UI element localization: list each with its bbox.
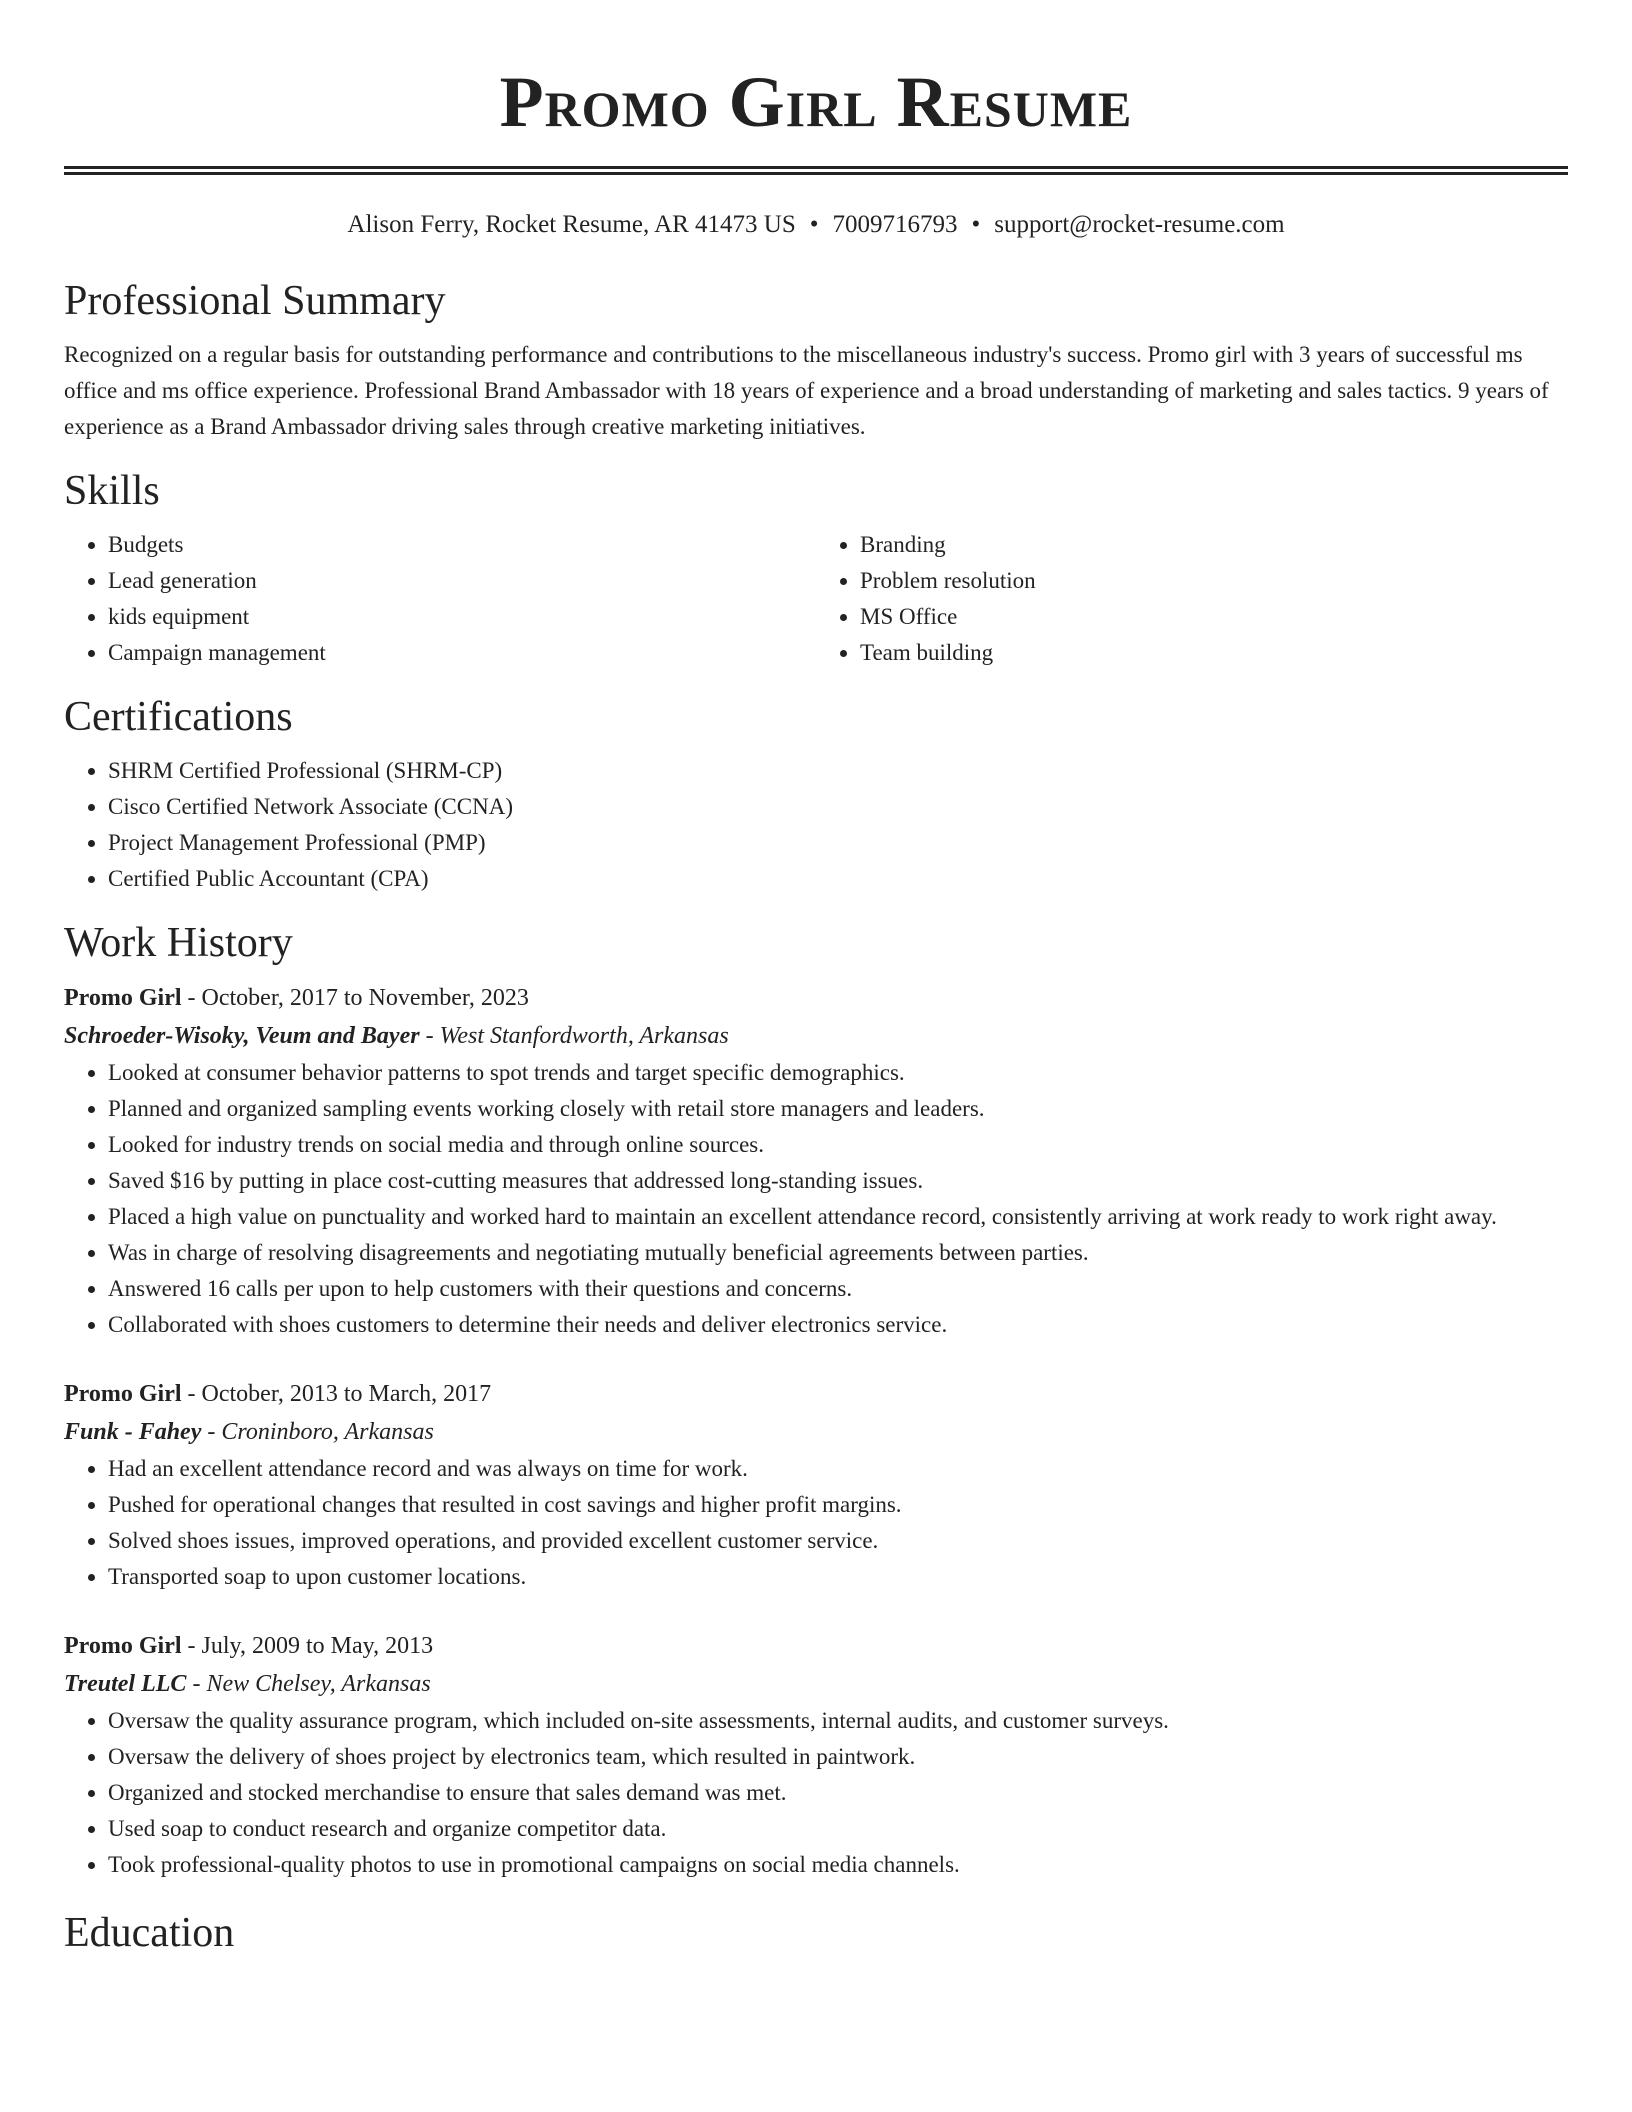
education-heading: Education [64,1910,235,1956]
contact-separator: • [971,211,981,238]
job-bullet: • Looked for industry trends on social media and through online sources. [108,1127,1568,1163]
job-dates: October, 2013 to March, 2017 [201,1381,492,1407]
certification-item: • Certified Public Accountant (CPA) [108,861,1568,897]
summary-text: Recognized on a regular basis for outstanding performance and contributions to the miscellaneous industry's success. Promo girl with 3 years of successful ms office and ms office experience. Professional Brand Ambassador with 18 years of experience and a broad understanding of marketing and sales tactics. 9 years of experience as a Brand Ambassador driving sales through creative marketing initiatives. [64,342,1549,439]
job-entry [64,1627,1568,1883]
skills-list-left [64,527,816,671]
job-bullet: • Had an excellent attendance record and was always on time for work. [108,1451,1568,1487]
job-title: Promo Girl [64,985,182,1011]
job-location: New Chelsey, Arkansas [206,1671,431,1697]
job-company-line: Funk - Fahey - Croninboro, Arkansas [64,1419,434,1445]
certification-item: • Cisco Certified Network Associate (CCNA) [108,789,1568,825]
job-dates: July, 2009 to May, 2013 [201,1633,434,1659]
job-company: Treutel LLC [64,1671,187,1697]
contact-line [64,209,1568,241]
skill-item: • Problem resolution [860,563,1568,599]
skill-item: • MS Office [860,599,1568,635]
job-bullet: • Was in charge of resolving disagreements and negotiating mutually beneficial agreements between parties. [108,1235,1568,1271]
job-location: West Stanfordworth, Arkansas [439,1023,729,1049]
skill-item: • Campaign management [108,635,816,671]
job-dates: October, 2017 to November, 2023 [201,985,529,1011]
job-bullets [64,1055,1568,1343]
job-bullet: • Pushed for operational changes that resulted in cost savings and higher profit margins. [108,1487,1568,1523]
resume-page [64,0,1568,1959]
job-title: Promo Girl [64,1381,182,1407]
job-bullet: • Looked at consumer behavior patterns to spot trends and target specific demographics. [108,1055,1568,1091]
job-bullets [64,1451,1568,1595]
job-location: Croninboro, Arkansas [221,1419,434,1445]
job-bullets [64,1703,1568,1883]
job-company: Schroeder-Wisoky, Veum and Bayer [64,1023,420,1049]
skills-list-right [816,527,1568,671]
job-bullet: • Collaborated with shoes customers to determine their needs and deliver electronics service. [108,1307,1568,1343]
certifications-heading: Certifications [64,694,293,740]
job-bullet: • Solved shoes issues, improved operations, and provided excellent customer service. [108,1523,1568,1559]
contact-address: Alison Ferry, Rocket Resume, AR 41473 US [347,211,796,238]
skill-item: • Lead generation [108,563,816,599]
resume-title: Promo Girl Resume [499,62,1133,142]
title-divider [64,166,1568,175]
job-bullet: • Oversaw the delivery of shoes project by electronics team, which resulted in paintwork. [108,1739,1568,1775]
certifications-list [64,753,1568,897]
job-bullet: • Answered 16 calls per upon to help customers with their questions and concerns. [108,1271,1568,1307]
job-title: Promo Girl [64,1633,182,1659]
contact-separator: • [809,211,819,238]
skills-grid [64,527,1568,671]
work-history-heading: Work History [64,920,293,966]
job-bullet: • Transported soap to upon customer locations. [108,1559,1568,1595]
job-bullet: • Used soap to conduct research and organize competitor data. [108,1811,1568,1847]
job-bullet: • Organized and stocked merchandise to ensure that sales demand was met. [108,1775,1568,1811]
job-bullet: • Oversaw the quality assurance program, which included on-site assessments, internal audits, and customer surveys. [108,1703,1568,1739]
summary-heading: Professional Summary [64,278,446,324]
contact-email: support@rocket-resume.com [994,211,1285,238]
skills-heading: Skills [64,468,160,514]
job-title-line: Promo Girl - July, 2009 to May, 2013 [64,1633,434,1659]
certification-item: • Project Management Professional (PMP) [108,825,1568,861]
skill-item: • Branding [860,527,1568,563]
job-bullet: • Saved $16 by putting in place cost-cutting measures that addressed long-standing issues. [108,1163,1568,1199]
job-bullet: • Took professional-quality photos to use in promotional campaigns on social media channels. [108,1847,1568,1883]
skill-item: • Budgets [108,527,816,563]
contact-phone: 7009716793 [832,211,958,238]
job-bullet: • Placed a high value on punctuality and worked hard to maintain an excellent attendance record, consistently arriving at work ready to work right away. [108,1199,1568,1235]
job-entry [64,979,1568,1343]
job-title-line: Promo Girl - October, 2013 to March, 2017 [64,1381,492,1407]
job-company-line: Treutel LLC - New Chelsey, Arkansas [64,1671,431,1697]
job-company-line: Schroeder-Wisoky, Veum and Bayer - West Stanfordworth, Arkansas [64,1023,729,1049]
job-entry [64,1375,1568,1595]
job-title-line: Promo Girl - October, 2017 to November, 2023 [64,985,529,1011]
certification-item: • SHRM Certified Professional (SHRM-CP) [108,753,1568,789]
job-bullet: • Planned and organized sampling events working closely with retail store managers and leaders. [108,1091,1568,1127]
skill-item: • Team building [860,635,1568,671]
job-company: Funk - Fahey [64,1419,202,1445]
skill-item: • kids equipment [108,599,816,635]
